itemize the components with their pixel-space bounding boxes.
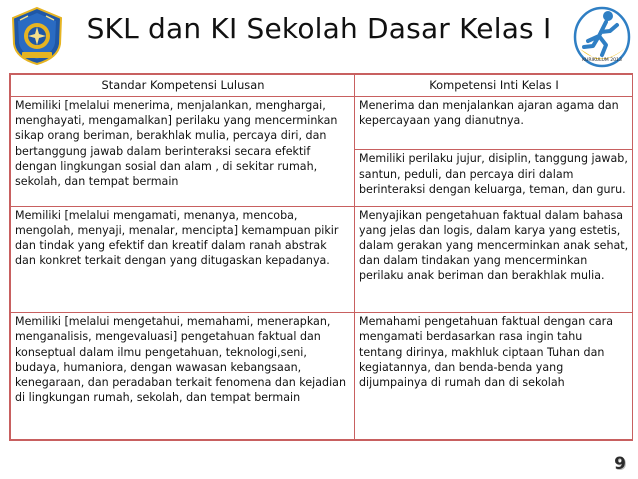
page-number: 9 bbox=[614, 454, 626, 474]
ki-cell-3: Menyajikan pengetahuan faktual dalam bahasa yang jelas dan logis, dalam karya yang estetis, dalam gerakan yang mencerminkan anak sehat, dan dalam tindakan yang mencerminkan perilaku anak beriman dan berakhlak mulia. bbox=[355, 206, 633, 313]
table-row bbox=[11, 97, 633, 150]
ki-cell-2: Memiliki perilaku jujur, disiplin, tanggung jawab, santun, peduli, dan percaya diri dalam berinteraksi dengan keluarga, teman, dan guru. bbox=[355, 150, 633, 206]
curriculum-figure-logo-icon bbox=[572, 3, 632, 69]
skl-cell-2: Memiliki [melalui mengamati, menanya, mencoba, mengolah, menyaji, menalar, mencipta] kemampuan pikir dan tindak yang efektif dan kreatif dalam ranah abstrak dan konkret terkait dengan yang ditugaskan kepadanya. bbox=[11, 206, 355, 313]
skl-ki-table bbox=[9, 73, 633, 441]
table-header-row bbox=[11, 75, 633, 97]
ki-cell-1: Menerima dan menjalankan ajaran agama dan kepercayaan yang dianutnya. bbox=[355, 97, 633, 150]
header-ki: Kompetensi Inti Kelas I bbox=[355, 75, 633, 97]
table-row bbox=[11, 206, 633, 313]
skl-cell-3: Memiliki [melalui mengetahui, memahami, menerapkan, menganalisis, mengevaluasi] pengetahuan faktual dan konseptual dalam ilmu pengetahuan, teknologi,seni, budaya, humaniora, dengan wawasan kebangsaan, kenegaraan, dan peradaban terkait fenomena dan kejadian di lingkungan rumah, sekolah, dan tempat bermain bbox=[11, 313, 355, 440]
skl-cell-1: Memiliki [melalui menerima, menjalankan, menghargai, menghayati, mengamalkan] perilaku yang mencerminkan sikap orang beriman, berakhlak mulia, percaya diri, dan bertanggung jawab dalam berinteraksi secara efektif dengan lingkungan sosial dan alam , di sekitar rumah, sekolah, dan tempat bermain bbox=[11, 97, 355, 207]
table-row bbox=[11, 313, 633, 440]
ki-cell-4: Memahami pengetahuan faktual dengan cara mengamati berdasarkan rasa ingin tahu tentang dirinya, makhluk ciptaan Tuhan dan kegiatannya, dan benda-benda yang dijumpainya di rumah dan di sekolah bbox=[355, 313, 633, 440]
ministry-emblem-icon bbox=[8, 6, 66, 66]
header-skl: Standar Kompetensi Lulusan bbox=[11, 75, 355, 97]
curriculum-logo-text: KURIKULUM 2013 bbox=[582, 58, 622, 63]
slide-title: SKL dan KI Sekolah Dasar Kelas I bbox=[86, 12, 552, 45]
